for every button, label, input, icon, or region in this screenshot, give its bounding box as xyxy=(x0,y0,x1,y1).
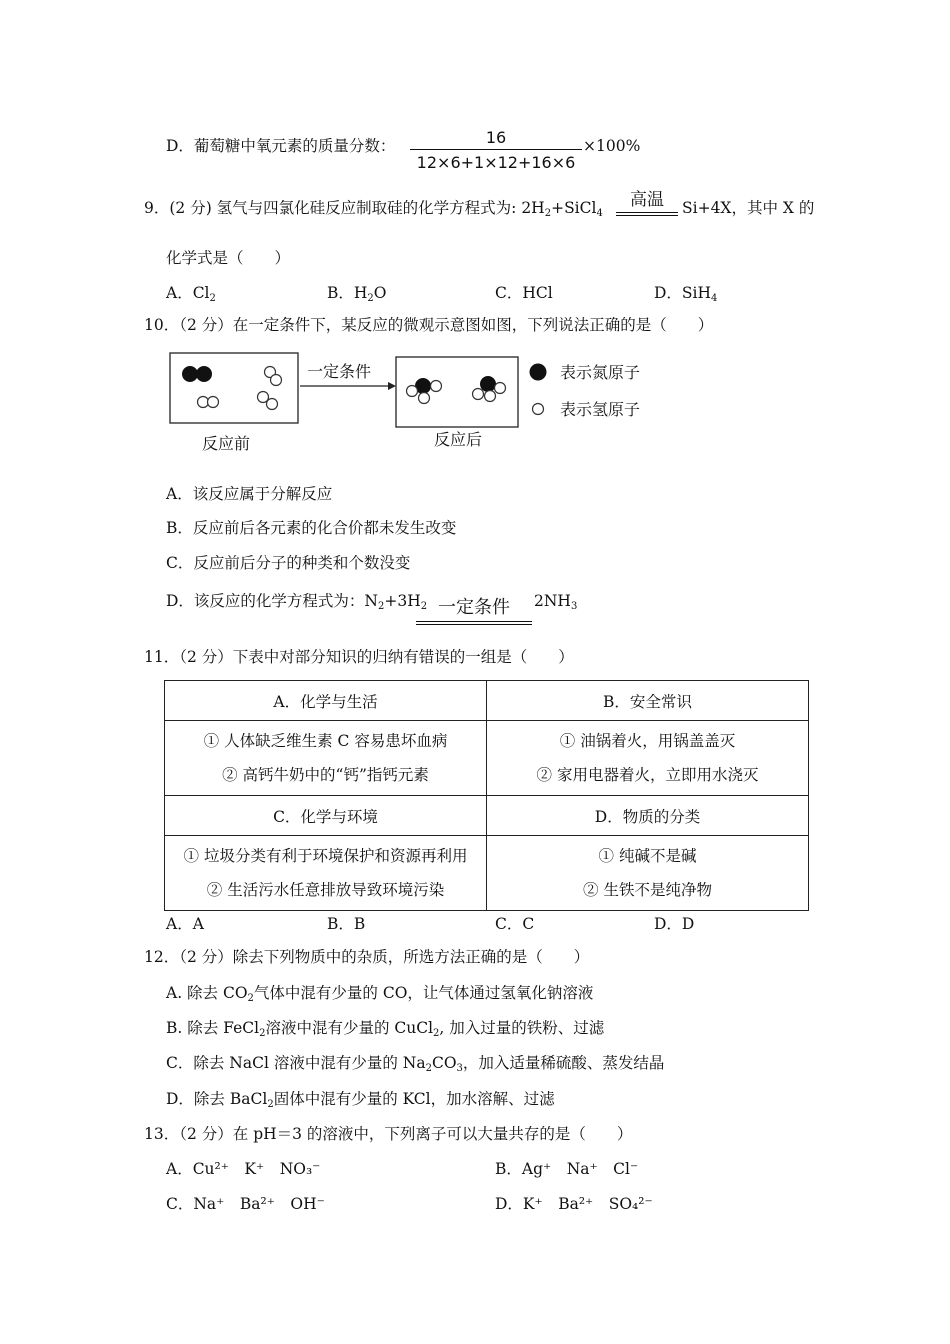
h-atom xyxy=(473,389,484,400)
h-atom xyxy=(485,391,496,402)
q11-option-b[interactable]: B．B xyxy=(327,915,366,933)
q12-stem: 12．（2 分）除去下列物质中的杂质，所选方法正确的是（ ） xyxy=(144,948,590,966)
q10-d-product: $2NH_3$ xyxy=(534,592,578,612)
q11-option-a[interactable]: A．A xyxy=(166,915,204,933)
q9-equals-sign xyxy=(616,212,678,216)
q10-option-a[interactable]: A．该反应属于分解反应 xyxy=(166,485,333,503)
table-cell-b: ① 油锅着火，用锅盖盖灭 ② 家用电器着火，立即用水浇灭 xyxy=(487,721,809,796)
fraction-numerator: 16 xyxy=(485,128,507,147)
legend-h-label: 表示氢原子 xyxy=(560,400,641,419)
before-label: 反应前 xyxy=(202,434,251,453)
after-label: 反应后 xyxy=(434,430,483,449)
q11-option-d[interactable]: D．D xyxy=(654,915,695,933)
q13-option-a[interactable]: A．Cu²⁺ K⁺ NO₃⁻ xyxy=(166,1160,321,1178)
q13-stem: 13．（2 分）在 pH＝3 的溶液中，下列离子可以大量共存的是（ ） xyxy=(144,1125,633,1143)
q9-sicl: +SiCl xyxy=(551,199,597,217)
q10-option-b[interactable]: B．反应前后各元素的化合价都未发生改变 xyxy=(166,519,457,537)
h-atom xyxy=(495,383,506,394)
q10-d-condition-text: 一定条件 xyxy=(438,597,510,618)
q9-line2: 化学式是（ ） xyxy=(166,249,291,267)
q8-fraction xyxy=(410,128,582,172)
table-head-b: B．安全常识 xyxy=(487,681,809,721)
legend-n-atom xyxy=(530,364,547,381)
table-head-d: D．物质的分类 xyxy=(487,796,809,836)
q9-prefix: 9．(2 分) 氢气与四氯化硅反应制取硅的化学方程式为: 2H xyxy=(144,199,545,217)
legend-n-label: 表示氮原子 xyxy=(560,363,641,382)
q12-option-d[interactable]: D．除去 BaCl$_2$固体中混有少量的 KCl，加水溶解、过滤 xyxy=(166,1090,555,1110)
q12-option-a[interactable]: A. 除去 $CO_2$气体中混有少量的 CO，让气体通过氢氧化钠溶液 xyxy=(166,984,594,1004)
table-head-c: C．化学与环境 xyxy=(165,796,487,836)
n-atom xyxy=(480,376,496,392)
q12-option-b[interactable]: B. 除去 FeCl$_2$溶液中混有少量的 CuCl$_2$, 加入过量的铁粉、过滤 xyxy=(166,1019,605,1039)
h-atom xyxy=(407,386,418,397)
before-box xyxy=(170,353,298,423)
q9-sub-h: 2 xyxy=(544,208,552,219)
n-atom xyxy=(182,366,198,382)
q9-stem xyxy=(144,201,603,219)
table-cell-a: ① 人体缺乏维生素 C 容易患坏血病 ② 高钙牛奶中的“钙”指钙元素 xyxy=(165,721,487,796)
arrow-head xyxy=(388,382,396,390)
q11-knowledge-table xyxy=(164,680,809,911)
h-atom xyxy=(208,397,219,408)
table-cell-c: ① 垃圾分类有利于环境保护和资源再利用 ② 生活污水任意排放导致环境污染 xyxy=(165,836,487,911)
q9-sub-cl: 4 xyxy=(596,208,603,219)
q12-option-c[interactable]: C．除去 NaCl 溶液中混有少量的 $Na_2CO_3$，加入适量稀硫酸、蒸发结晶 xyxy=(166,1054,665,1074)
q11-stem: 11．（2 分）下表中对部分知识的归纳有错误的一组是（ ） xyxy=(144,648,574,666)
q8-option-d-label: D．葡萄糖中氧元素的质量分数： xyxy=(166,137,396,155)
q13-option-d[interactable]: D．K⁺ Ba²⁺ SO₄²⁻ xyxy=(495,1195,653,1213)
q13-option-b[interactable]: B．Ag⁺ Na⁺ Cl⁻ xyxy=(495,1160,639,1178)
table-head-a: A．化学与生活 xyxy=(165,681,487,721)
q8-suffix: ×100% xyxy=(583,137,641,155)
q9-condition xyxy=(616,185,678,216)
fraction-denominator: 12×6+1×12+16×6 xyxy=(416,153,576,172)
q9-option-b[interactable]: B．$H_2O$ xyxy=(327,284,387,304)
h-atom xyxy=(198,397,209,408)
q10-d-equals-sign xyxy=(416,621,532,625)
q9-tail: Si+4X，其中 X 的 xyxy=(682,199,815,217)
q9-option-c[interactable]: C．HCl xyxy=(495,284,553,302)
q10-option-d[interactable]: D．该反应的化学方程式为：$N_2+3H_2$ xyxy=(166,592,428,612)
table-cell-d: ① 纯碱不是碱 ② 生铁不是纯净物 xyxy=(487,836,809,911)
q11-option-c[interactable]: C．C xyxy=(495,915,535,933)
q9-option-d[interactable]: D．SiH$_4$ xyxy=(654,284,718,304)
h-atom xyxy=(267,399,278,410)
q9-condition-text: 高温 xyxy=(630,190,664,210)
h-atom xyxy=(431,381,442,392)
q13-option-c[interactable]: C．Na⁺ Ba²⁺ OH⁻ xyxy=(166,1195,325,1213)
fraction-bar xyxy=(410,149,582,150)
h-atom xyxy=(419,393,430,404)
q10-stem: 10．（2 分）在一定条件下，某反应的微观示意图如图，下列说法正确的是（ ） xyxy=(144,316,714,334)
q9-option-a[interactable]: A．$Cl_2$ xyxy=(166,284,216,304)
q10-d-condition xyxy=(416,593,532,625)
legend-h-atom xyxy=(533,404,544,415)
arrow-label: 一定条件 xyxy=(307,362,372,381)
n-atom xyxy=(196,366,212,382)
q10-option-c[interactable]: C．反应前后分子的种类和个数没变 xyxy=(166,554,411,572)
h-atom xyxy=(271,375,282,386)
